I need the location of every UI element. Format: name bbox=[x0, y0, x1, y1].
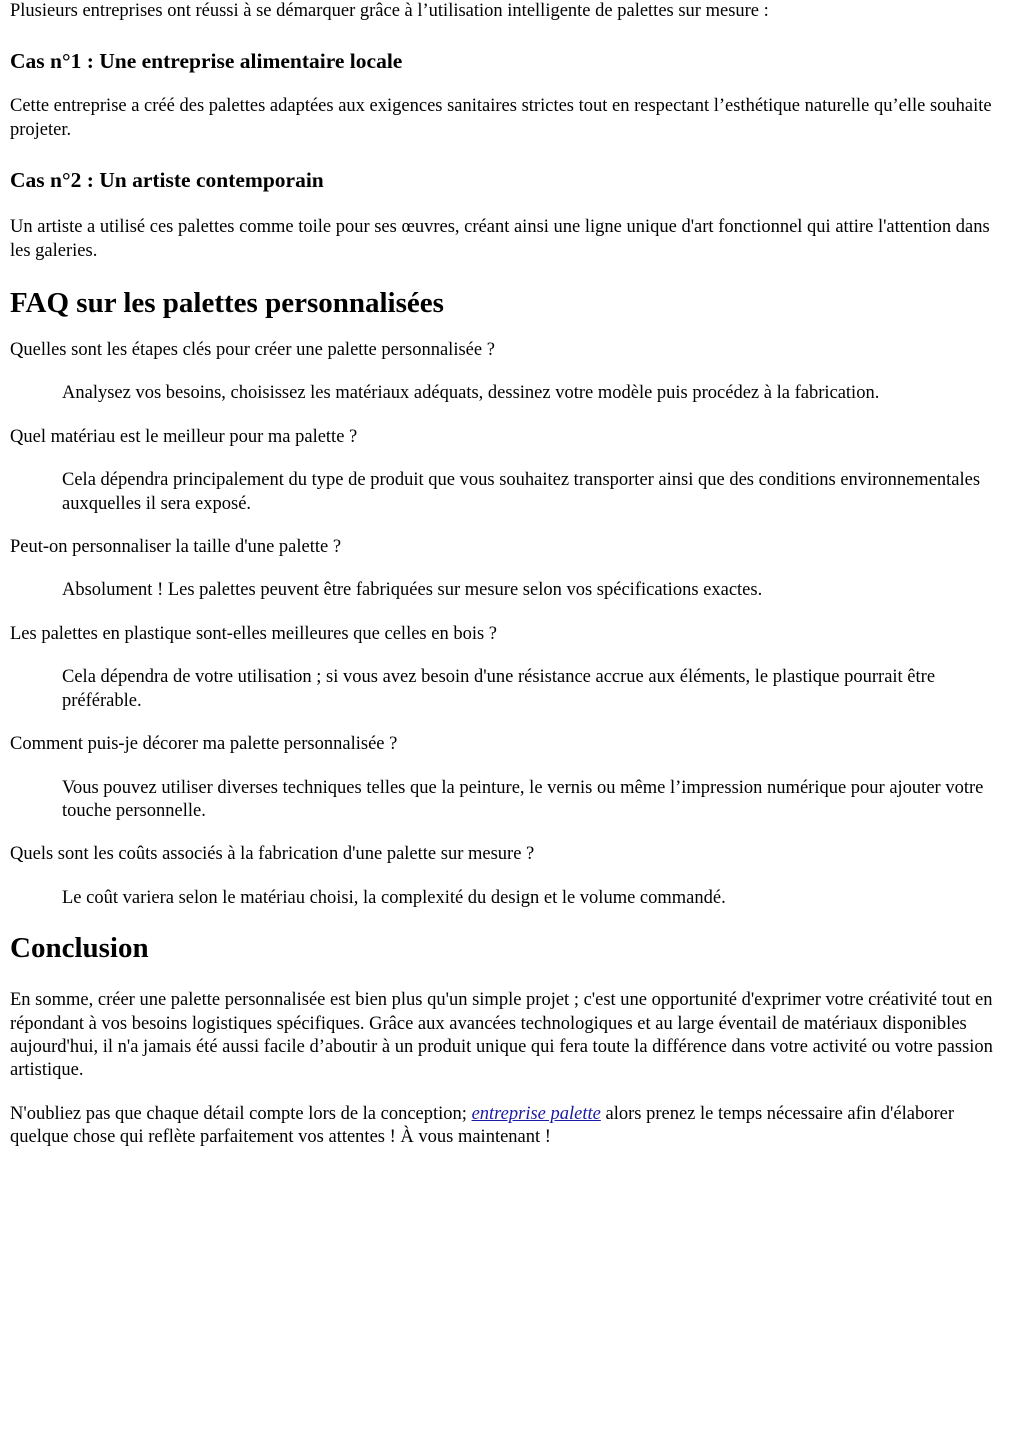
case-2-text: Un artiste a utilisé ces palettes comme toile pour ses œuvres, créant ainsi une ligne unique d'art fonctionnel qui attire l'attention dans les galeries. bbox=[10, 217, 990, 261]
faq-question: Les palettes en plastique sont-elles meilleures que celles en bois ? bbox=[10, 623, 498, 644]
faq-answer: Analysez vos besoins, choisissez les matériaux adéquats, dessinez votre modèle puis procédez à la fabrication. bbox=[62, 383, 880, 404]
faq-question: Comment puis-je décorer ma palette personnalisée ? bbox=[10, 734, 398, 755]
case-2-heading: Cas n°2 : Un artiste contemporain bbox=[10, 168, 324, 193]
case-1-text: Cette entreprise a créé des palettes adaptées aux exigences sanitaires strictes tout en respectant l’esthétique naturelle qu’elle souhaite projeter. bbox=[10, 96, 992, 140]
conclusion-paragraph-1: En somme, créer une palette personnalisée est bien plus qu'un simple projet ; c'est une opportunité d'exprimer votre créativité tout en répondant à vos besoins logistiques spécifiques. Grâce aux avancées technologiques et au large éventail de matériaux disponibles aujourd'hui, il n'a jamais été aussi facile d’aboutir à un produit unique qui fera toute la différence dans votre activité ou votre passion artistique. bbox=[10, 990, 993, 1081]
intro-paragraph: Plusieurs entreprises ont réussi à se démarquer grâce à l’utilisation intelligente de palettes sur mesure : bbox=[10, 1, 769, 21]
faq-answer: Vous pouvez utiliser diverses techniques telles que la peinture, le vernis ou même l’impression numérique pour ajouter votre touche personnelle. bbox=[62, 777, 984, 821]
faq-question: Quel matériau est le meilleur pour ma palette ? bbox=[10, 426, 358, 447]
conclusion-p2-after: alors prenez le temps nécessaire afin d'élaborer quelque chose qui reflète parfaitement vos attentes ! À vous maintenant ! bbox=[10, 1103, 954, 1148]
conclusion-paragraph-2 bbox=[10, 1103, 1014, 1150]
faq-answer: Cela dépendra de votre utilisation ; si vous avez besoin d'une résistance accrue aux éléments, le plastique pourrait être préférable. bbox=[62, 667, 936, 711]
conclusion-heading: Conclusion bbox=[10, 932, 149, 965]
case-1-heading: Cas n°1 : Une entreprise alimentaire locale bbox=[10, 49, 403, 74]
faq-answer: Le coût variera selon le matériau choisi, la complexité du design et le volume commandé. bbox=[62, 887, 726, 908]
faq-answer: Absolument ! Les palettes peuvent être fabriquées sur mesure selon vos spécifications exactes. bbox=[62, 580, 763, 601]
faq-question: Quels sont les coûts associés à la fabrication d'une palette sur mesure ? bbox=[10, 844, 535, 865]
faq-heading: FAQ sur les palettes personnalisées bbox=[10, 287, 444, 320]
entreprise-palette-link[interactable]: entreprise palette bbox=[471, 1103, 601, 1124]
faq-list bbox=[10, 339, 1014, 910]
faq-question: Quelles sont les étapes clés pour créer une palette personnalisée ? bbox=[10, 340, 495, 361]
faq-answer: Cela dépendra principalement du type de produit que vous souhaitez transporter ainsi que des conditions environnementales auxquelles il sera exposé. bbox=[62, 470, 981, 514]
conclusion-p2-before: N'oubliez pas que chaque détail compte lors de la conception; bbox=[10, 1103, 472, 1124]
faq-question: Peut-on personnaliser la taille d'une palette ? bbox=[10, 537, 342, 558]
